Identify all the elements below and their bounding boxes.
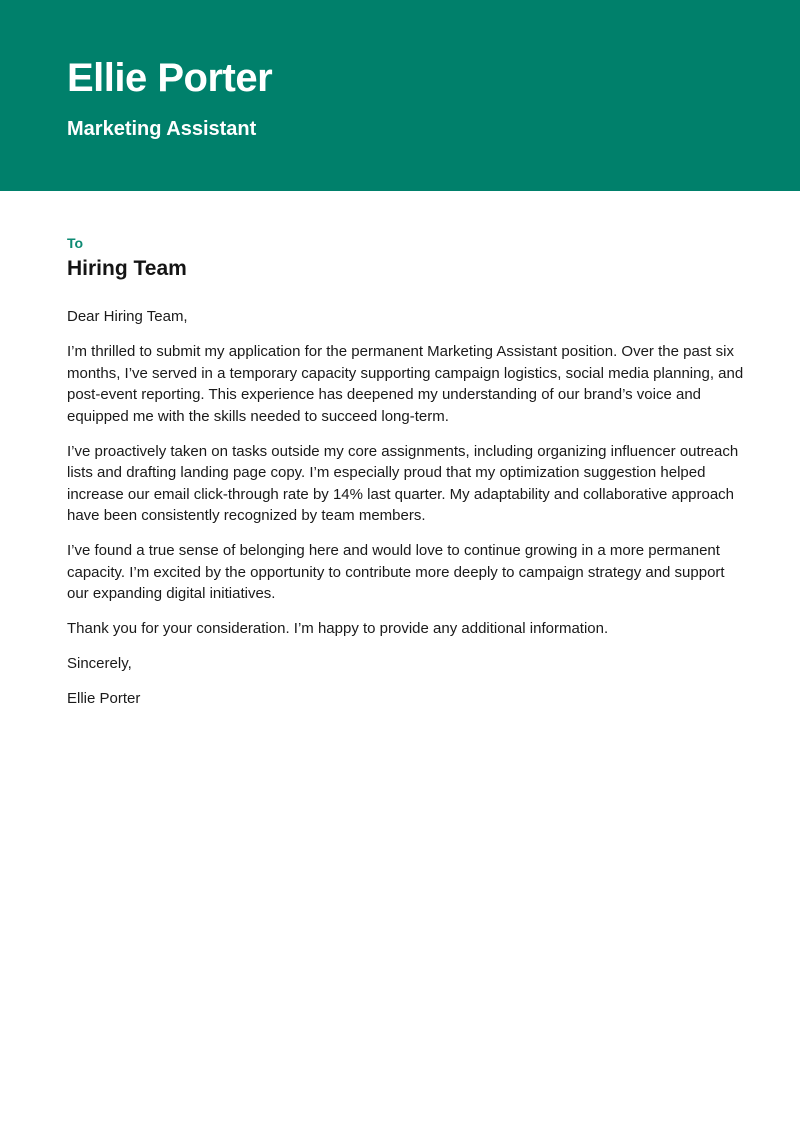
paragraph: I’ve proactively taken on tasks outside my core assignments, including organizing influencer outreach lists and drafting landing page copy. I’m especially proud that my optimization suggestion helped increase our email click-through rate by 14% last quarter. My adaptability and collaborative approach have been consistently recognized by team members.: [67, 442, 739, 524]
paragraph: I’ve found a true sense of belonging here and would love to continue growing in a more permanent capacity. I’m excited by the opportunity to contribute more deeply to campaign strategy and support our expanding digital initiatives.: [67, 542, 725, 602]
letter-body: [67, 233, 747, 723]
recipient-label: To: [67, 235, 84, 251]
header-banner: [0, 0, 800, 191]
signature: Ellie Porter: [67, 690, 141, 707]
greeting: Dear Hiring Team,: [67, 308, 188, 325]
applicant-title: Marketing Assistant: [67, 118, 257, 140]
paragraph: Thank you for your consideration. I’m happy to provide any additional information.: [67, 620, 609, 637]
closing: Sincerely,: [67, 655, 132, 672]
paragraph: I’m thrilled to submit my application for the permanent Marketing Assistant position. Over the past six months, I’ve served in a temporary capacity supporting campaign logistics, social media planning, and post-event reporting. This experience has deepened my understanding of our brand’s voice and equipped me with the skills needed to succeed long-term.: [67, 343, 744, 425]
applicant-name: Ellie Porter: [67, 56, 273, 100]
recipient-name: Hiring Team: [67, 257, 187, 280]
letter-text: [67, 306, 747, 710]
